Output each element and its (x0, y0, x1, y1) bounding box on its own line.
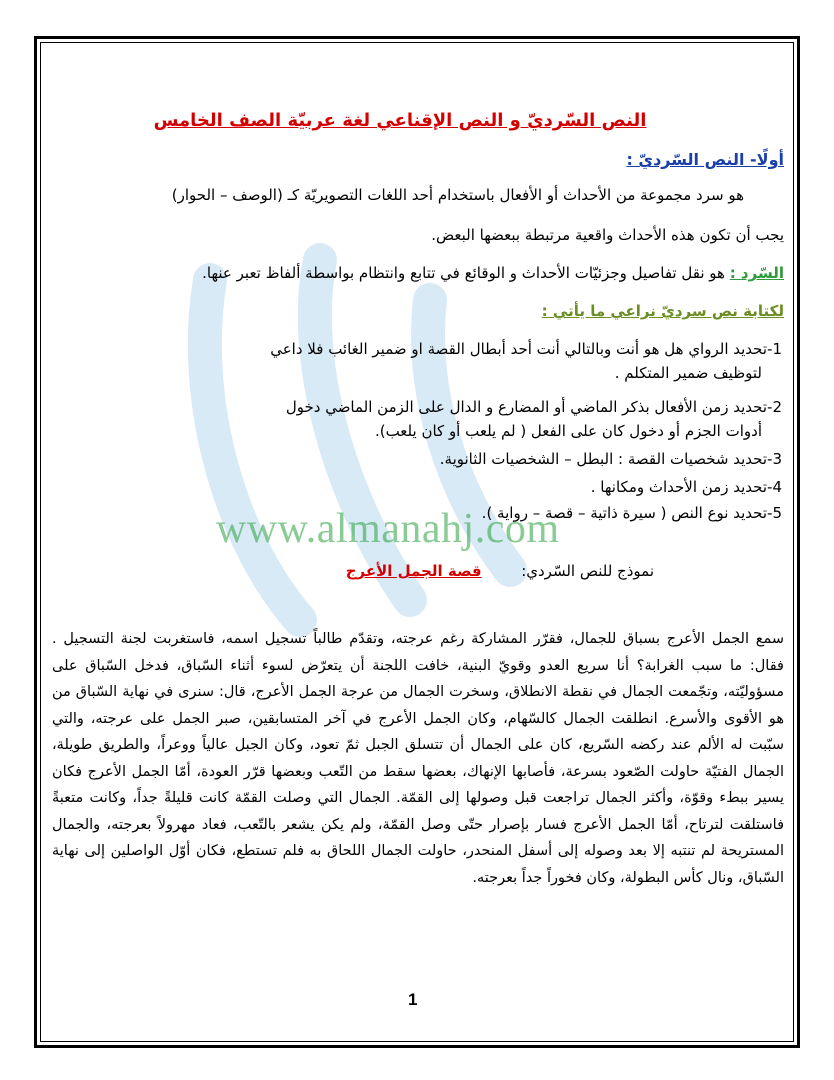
section-heading-narrative: أولًا- النص السّرديّ : (626, 150, 784, 169)
sard-text: هو نقل تفاصيل وجزئيّات الأحداث و الوقائع في تتابع وانتظام بواسطة ألفاظ تعبر عنها. (202, 264, 730, 282)
model-story-title: قصة الجمل الأعرج (345, 562, 482, 580)
list-item: 5-تحديد نوع النص ( سيرة ذاتية – قصة – رواية ). (481, 504, 782, 522)
list-item: 4-تحديد زمن الأحداث ومكانها . (590, 478, 782, 496)
page-number: 1 (408, 990, 418, 1009)
list-item: 1-تحديد الرواي هل هو أنت وبالتالي أنت أحد أبطال القصة او ضمير الغائب فلا داعي (270, 340, 782, 358)
model-heading (346, 562, 654, 580)
list-item: 3-تحديد شخصيات القصة : البطل – الشخصيات الثانوية. (439, 450, 782, 468)
list-item: لتوظيف ضمير المتكلم . (614, 364, 762, 382)
page-title: النص السّرديّ و النص الإقناعي لغة عربيّة الصف الخامس (153, 110, 647, 131)
sard-label: السّرد : (729, 264, 784, 282)
writing-criteria-heading: لكتابة نص سرديّ نراعي ما يأتي : (541, 302, 784, 320)
definition-line-1: هو سرد مجموعة من الأحداث أو الأفعال باستخدام أحد اللغات التصويريّة كـ (الوصف – الحوار) (171, 186, 744, 204)
sard-definition (202, 264, 784, 282)
model-label: نموذج للنص السّردي: (521, 562, 654, 580)
story-paragraph: سمع الجمل الأعرج بسباق للجمال، فقرّر المشاركة رغم عرجته، وتقدّم طالباً تسجيل اسمه، فاستغربت لجنة التسجيل . فقال: ما سبب الغرابة؟ أنا سريع العدو وقويّ البنية، خافت اللجنة أن يتعرّض لسوء أثناء السّباق، فدخل السّباق على مسؤوليّته، وتجّمعت الجمال في نقطة الانطلاق، وسخرت الجمال من عرجة الجمل الأعرج، قال: سنرى في نهاية السّباق من هو الأقوى والأسرع. انطلقت الجمال كالسّهام، وكان الجمل الأعرج في آخر المتسابقين، صبر الجمل على عرجته، والتي سبّبت له الألم عند ركضه السّريع، كان على الجمال أن تتسلق الجبل ثمّ تعود، وكان الجبل عالياً ووعراً، والطريق طويلة، الجمال الفتيّة حاولت الصّعود بسرعة، فأصابها الإنهاك، بعضها سقط من التّعب وبعضها قرّر العودة، أمّا الجمل الأعرج فكان يسير ببطء وقوّة، وأكثر الجمال تراجعت قبل وصولها إلى القمّة. الجمال التي وصلت القمّة كانت قليلةً جداً، وكانت متعبةً فاستلقت لترتاح، أمّا الجمل الأعرج فسار بإصرار حتّى وصل القمّة، ولم يكن يشعر بالتّعب، فعاد مهرولاً بعرجته، والجمال المستريحة لم تنتبه إلا بعد وصوله إلى أسفل المنحدر، حاولت الجمال اللحاق به فلم تستطع، فكان أوّل الواصلين إلى نهاية السّباق، ونال كأس البطولة، وكان فخوراً جداً بعرجته. (52, 631, 784, 886)
watermark-url: www.almanahj.com (216, 506, 560, 552)
list-item: 2-تحديد زمن الأفعال بذكر الماضي أو المضارع و الدال على الزمن الماضي دخول (285, 398, 782, 416)
definition-line-2: يجب أن تكون هذه الأحداث واقعية مرتبطة ببعضها البعض. (431, 226, 784, 244)
list-item: أدوات الجزم أو دخول كان على الفعل ( لم يلعب أو كان يلعب). (374, 422, 762, 440)
